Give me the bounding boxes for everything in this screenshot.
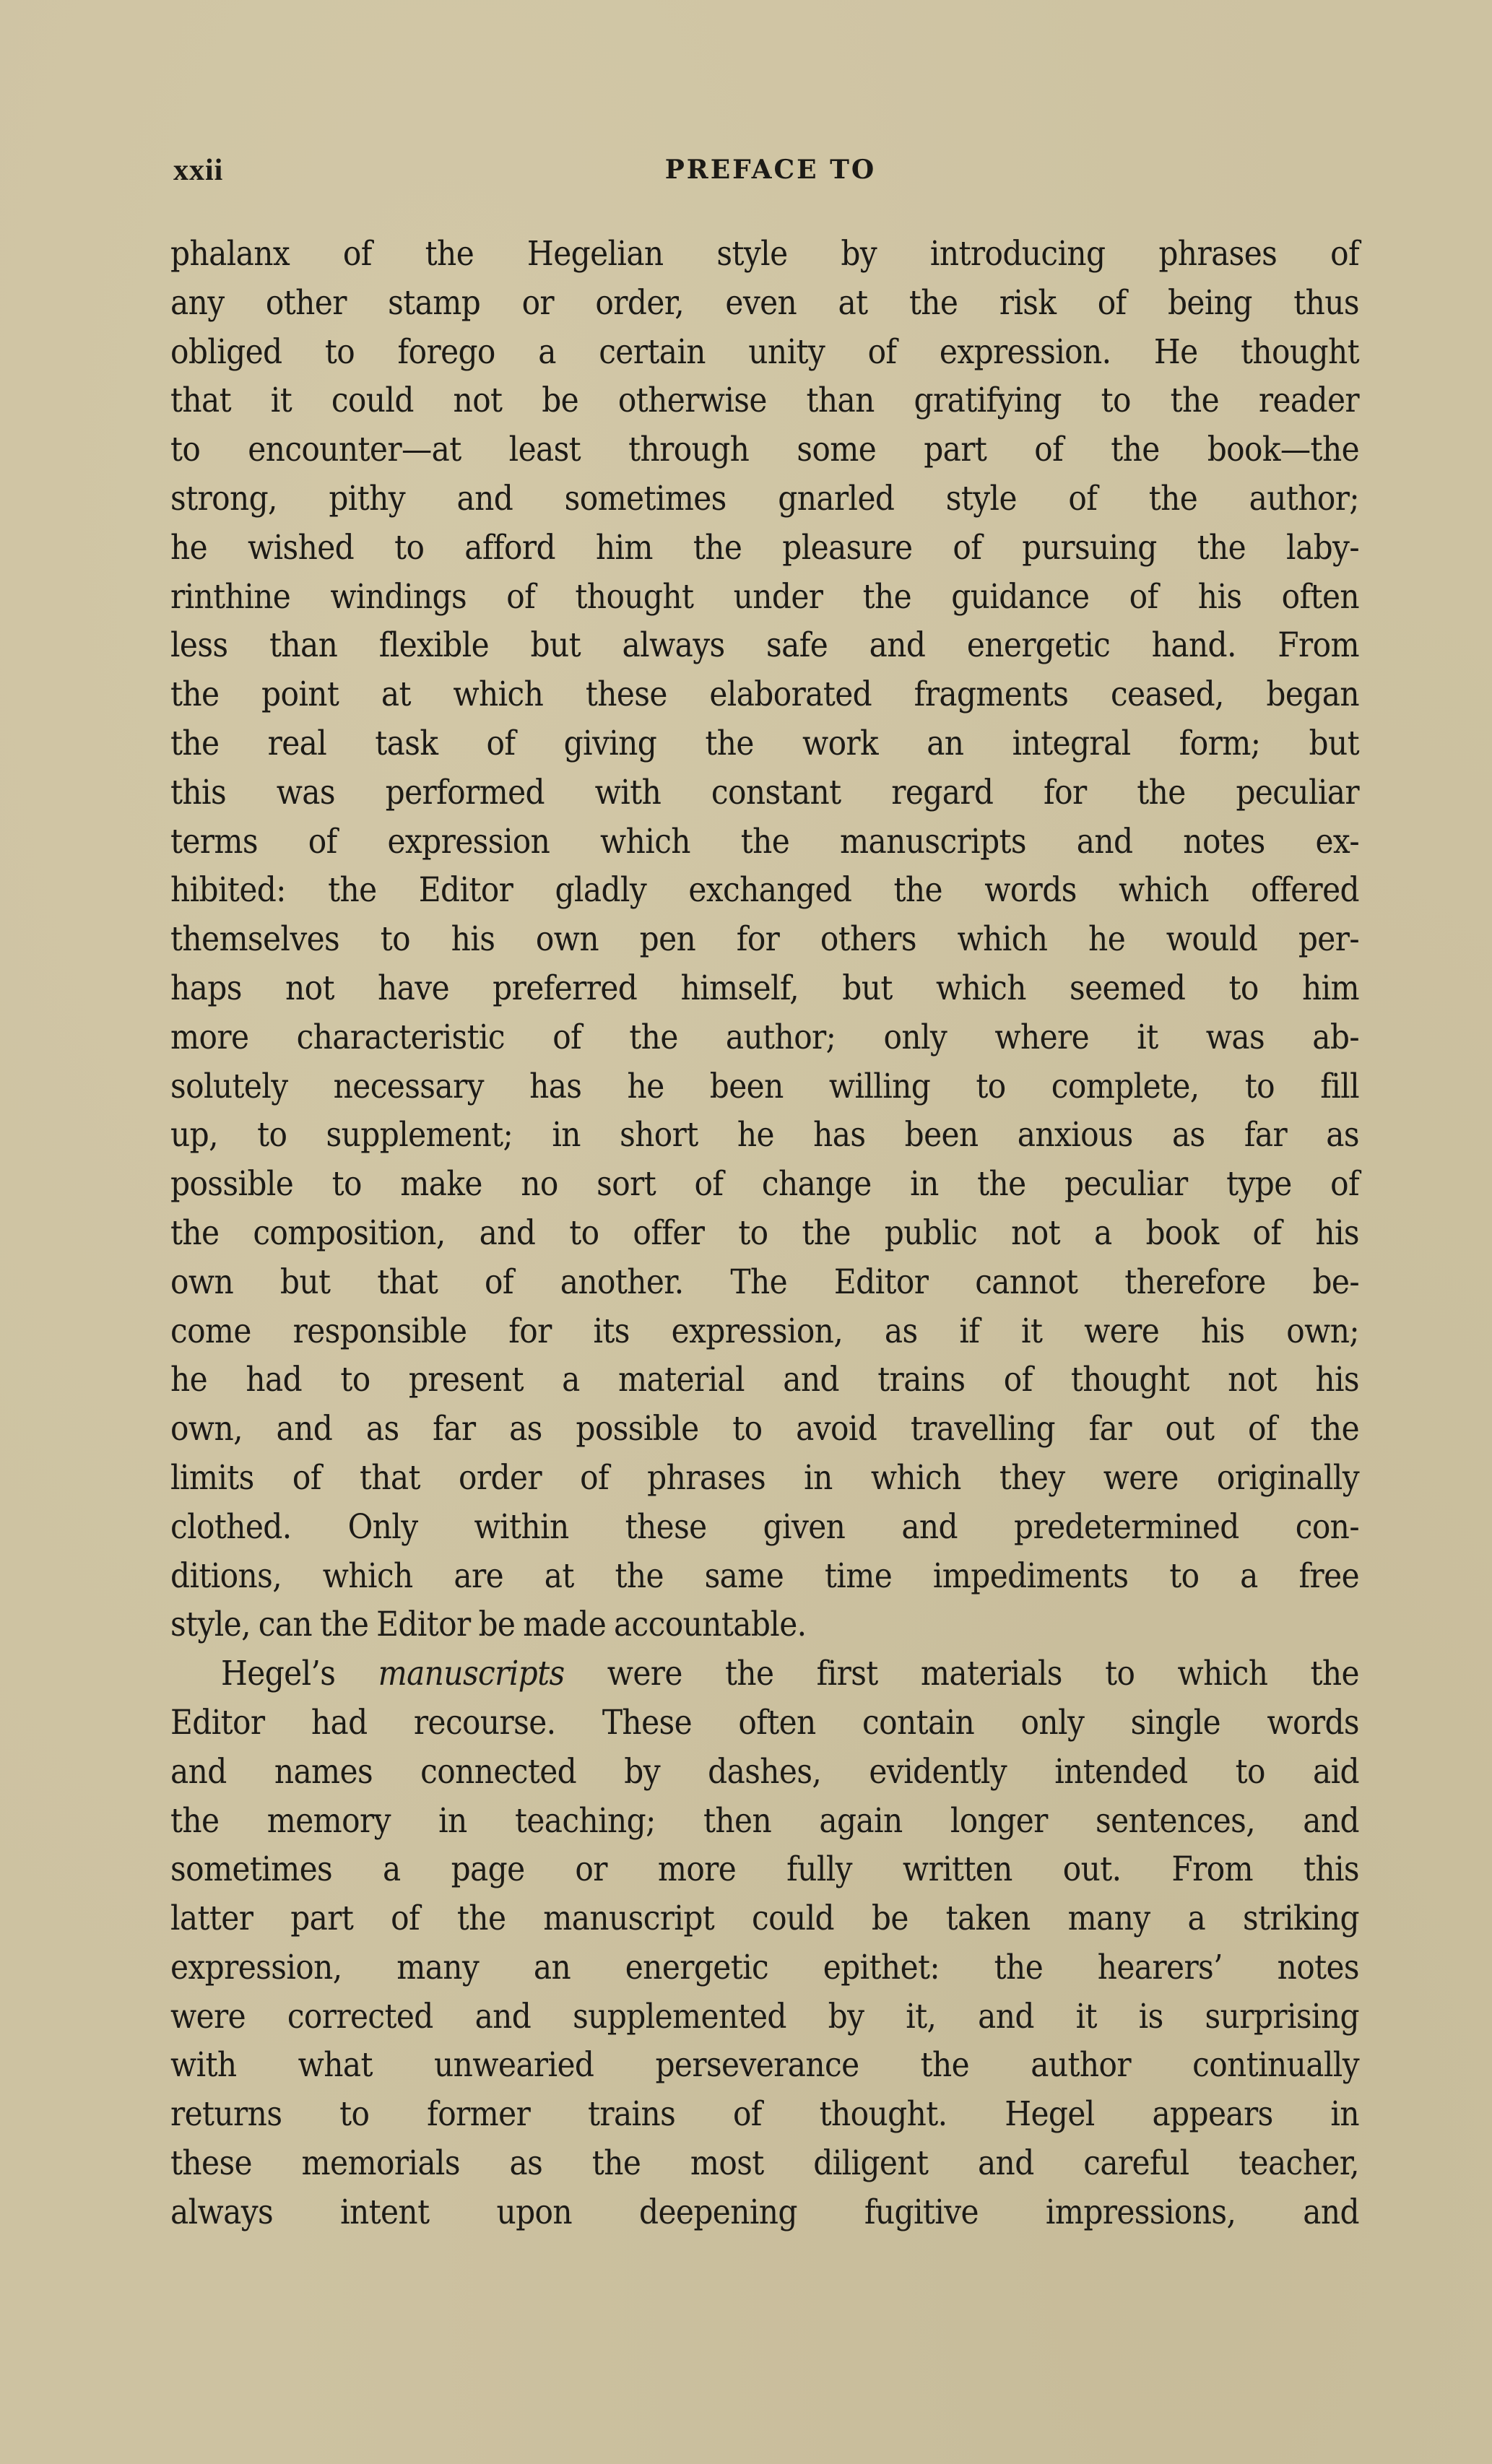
- text-line: ditions, which are at the same time impediments to a free: [170, 1556, 1359, 1596]
- running-head-title: PREFACE TO: [664, 155, 877, 185]
- text-line: returns to former trains of thought. Hegel appears in: [170, 2094, 1359, 2135]
- text-line: strong, pithy and sometimes gnarled style of the author;: [170, 478, 1359, 519]
- text-line: obliged to forego a certain unity of expression. He thought: [170, 331, 1359, 372]
- text-line: were corrected and supplemented by it, and it is surprising: [170, 1996, 1359, 2036]
- text-line: more characteristic of the author; only where it was ab-: [170, 1017, 1359, 1057]
- text-line: less than flexible but always safe and energetic hand. From: [170, 625, 1359, 666]
- text-line: terms of expression which the manuscripts and notes ex-: [170, 821, 1359, 862]
- text-line: clothed. Only within these given and predetermined con-: [170, 1506, 1359, 1547]
- text-line: come responsible for its expression, as if it were his own;: [170, 1311, 1359, 1351]
- text-segment: were the first materials to which the: [564, 1654, 1359, 1694]
- text-line: sometimes a page or more fully written out. From this: [170, 1849, 1359, 1890]
- text-line: this was performed with constant regard for the peculiar: [170, 772, 1359, 812]
- text-line: solutely necessary has he been willing to complete, to fill: [170, 1066, 1359, 1106]
- text-line: the real task of giving the work an integral form; but: [170, 723, 1359, 763]
- text-line: he wished to afford him the pleasure of pursuing the laby-: [170, 527, 1359, 568]
- text-line: own, and as far as possible to avoid travelling far out of the: [170, 1409, 1359, 1449]
- text-line: the point at which these elaborated fragments ceased, began: [170, 674, 1359, 715]
- text-line: and names connected by dashes, evidently intended to aid: [170, 1751, 1359, 1792]
- text-line: the memory in teaching; then again longer sentences, and: [170, 1800, 1359, 1841]
- text-line: to encounter—at least through some part of the book—the: [170, 430, 1359, 470]
- text-line: the composition, and to offer to the public not a book of his: [170, 1213, 1359, 1253]
- text-line: up, to supplement; in short he has been anxious as far as: [170, 1115, 1359, 1155]
- running-head: [168, 153, 1359, 204]
- text-line: haps not have preferred himself, but which seemed to him: [170, 968, 1359, 1008]
- text-line: that it could not be otherwise than gratifying to the reader: [170, 381, 1359, 421]
- text-line: own but that of another. The Editor cannot therefore be-: [170, 1262, 1359, 1302]
- paragraph-first-line: [170, 1649, 1359, 1699]
- emphasized-word: manuscripts: [378, 1654, 565, 1694]
- text-line: hibited: the Editor gladly exchanged the words which offered: [170, 870, 1359, 911]
- text-line: expression, many an energetic epithet: the hearers’ notes: [170, 1947, 1359, 1987]
- text-line: latter part of the manuscript could be taken many a striking: [170, 1899, 1359, 1939]
- text-line: possible to make no sort of change in the peculiar type of: [170, 1164, 1359, 1205]
- text-line: phalanx of the Hegelian style by introducing phrases of: [170, 234, 1359, 274]
- body-text: [170, 230, 1359, 2237]
- text-line: any other stamp or order, even at the risk of being thus: [170, 282, 1359, 323]
- text-line: these memorials as the most diligent and careful teacher,: [170, 2143, 1359, 2184]
- text-line: limits of that order of phrases in which they were originally: [170, 1457, 1359, 1498]
- text-line: themselves to his own pen for others which he would per-: [170, 919, 1359, 960]
- text-line: rinthine windings of thought under the guidance of his often: [170, 576, 1359, 617]
- text-line: style, can the Editor be made accountable.: [170, 1605, 807, 1645]
- text-line: he had to present a material and trains of thought not his: [170, 1360, 1359, 1400]
- text-line: Editor had recourse. These often contain only single words: [170, 1702, 1359, 1743]
- page-number: xxii: [173, 154, 224, 187]
- text-segment: Hegel’s: [221, 1654, 378, 1694]
- text-line: with what unwearied perseverance the author continually: [170, 2045, 1359, 2086]
- text-line: always intent upon deepening fugitive impressions, and: [170, 2192, 1359, 2232]
